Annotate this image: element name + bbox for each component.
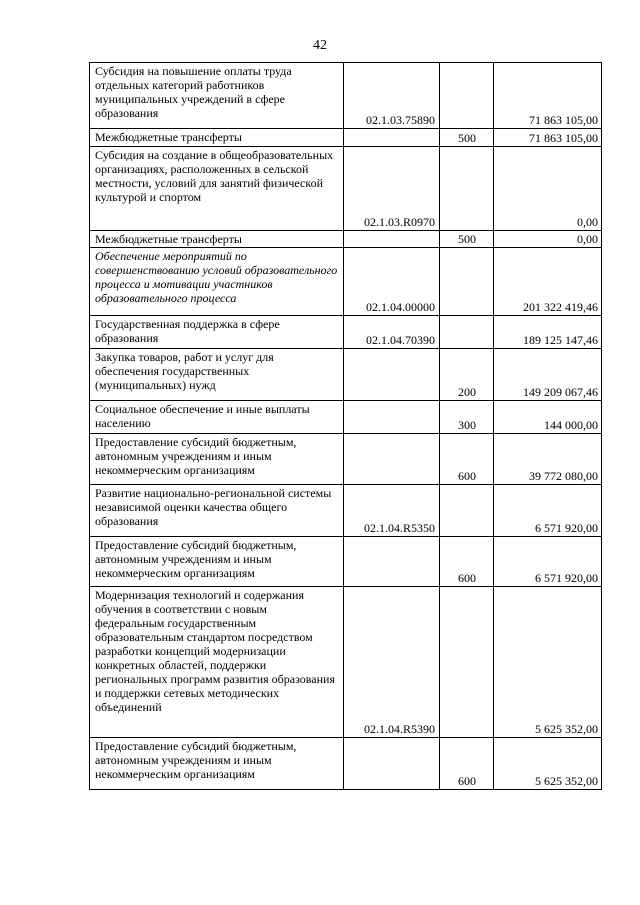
table-row [90,231,602,248]
row-amount-cell: 6 571 920,00 [494,537,602,587]
table-row [90,349,602,401]
table-row [90,248,602,316]
row-type-cell: 300 [440,401,494,434]
row-amount-cell: 5 625 352,00 [494,738,602,790]
row-type-cell [440,316,494,349]
row-type-cell: 200 [440,349,494,401]
row-name-cell: Предоставление субсидий бюджетным, автономным учреждениям и иным некоммерческим организациям [90,738,344,790]
row-code-cell [344,129,440,147]
row-amount-cell: 0,00 [494,231,602,248]
row-code-cell: 02.1.04.00000 [344,248,440,316]
table-row [90,537,602,587]
row-name-cell: Субсидия на создание в общеобразовательных организациях, расположенных в сельской местности, условий для занятий физической культурой и спортом [90,147,344,231]
row-amount-cell: 144 000,00 [494,401,602,434]
row-name-cell: Закупка товаров, работ и услуг для обеспечения государственных (муниципальных) нужд [90,349,344,401]
row-code-cell: 02.1.04.R5390 [344,587,440,738]
row-code-cell [344,349,440,401]
row-name-cell: Социальное обеспечение и иные выплаты населению [90,401,344,434]
table-row [90,401,602,434]
table-row [90,434,602,485]
row-amount-cell: 149 209 067,46 [494,349,602,401]
row-name-cell: Модернизация технологий и содержания обучения в соответствии с новым федеральным государственным образовательным стандартом посредством разработки концепций модернизации конкретных областей, поддержки региональных программ развития образования и поддержки сетевых методических объединений [90,587,344,738]
row-code-cell [344,401,440,434]
row-code-cell: 02.1.03.75890 [344,63,440,129]
row-type-cell: 500 [440,231,494,248]
table-row [90,587,602,738]
row-name-cell: Субсидия на повышение оплаты труда отдельных категорий работников муниципальных учреждений в сфере образования [90,63,344,129]
row-code-cell [344,738,440,790]
table-row [90,129,602,147]
table-row [90,63,602,129]
row-code-cell [344,231,440,248]
table-row [90,485,602,537]
row-name-cell: Межбюджетные трансферты [90,231,344,248]
row-amount-cell: 71 863 105,00 [494,129,602,147]
row-code-cell: 02.1.04.70390 [344,316,440,349]
row-type-cell [440,248,494,316]
row-name-cell: Развитие национально-региональной системы независимой оценки качества общего образования [90,485,344,537]
table-row [90,738,602,790]
row-amount-cell: 201 322 419,46 [494,248,602,316]
row-type-cell: 600 [440,434,494,485]
row-code-cell: 02.1.03.R0970 [344,147,440,231]
row-name-cell: Обеспечение мероприятий по совершенствованию условий образовательного процесса и мотивации участников образовательного процесса [90,248,344,316]
row-code-cell [344,537,440,587]
row-name-cell: Предоставление субсидий бюджетным, автономным учреждениям и иным некоммерческим организациям [90,434,344,485]
row-code-cell: 02.1.04.R5350 [344,485,440,537]
row-amount-cell: 6 571 920,00 [494,485,602,537]
row-type-cell: 600 [440,537,494,587]
table-row [90,316,602,349]
row-name-cell: Государственная поддержка в сфере образования [90,316,344,349]
row-amount-cell: 5 625 352,00 [494,587,602,738]
budget-table [89,62,602,790]
row-type-cell: 600 [440,738,494,790]
row-type-cell [440,485,494,537]
row-name-cell: Межбюджетные трансферты [90,129,344,147]
row-type-cell [440,587,494,738]
row-amount-cell: 71 863 105,00 [494,63,602,129]
budget-table-body [90,63,602,790]
table-row [90,147,602,231]
row-amount-cell: 39 772 080,00 [494,434,602,485]
row-type-cell: 500 [440,129,494,147]
row-name-cell: Предоставление субсидий бюджетным, автономным учреждениям и иным некоммерческим организациям [90,537,344,587]
row-type-cell [440,63,494,129]
row-code-cell [344,434,440,485]
row-amount-cell: 189 125 147,46 [494,316,602,349]
row-type-cell [440,147,494,231]
row-amount-cell: 0,00 [494,147,602,231]
page-number: 42 [313,38,327,53]
